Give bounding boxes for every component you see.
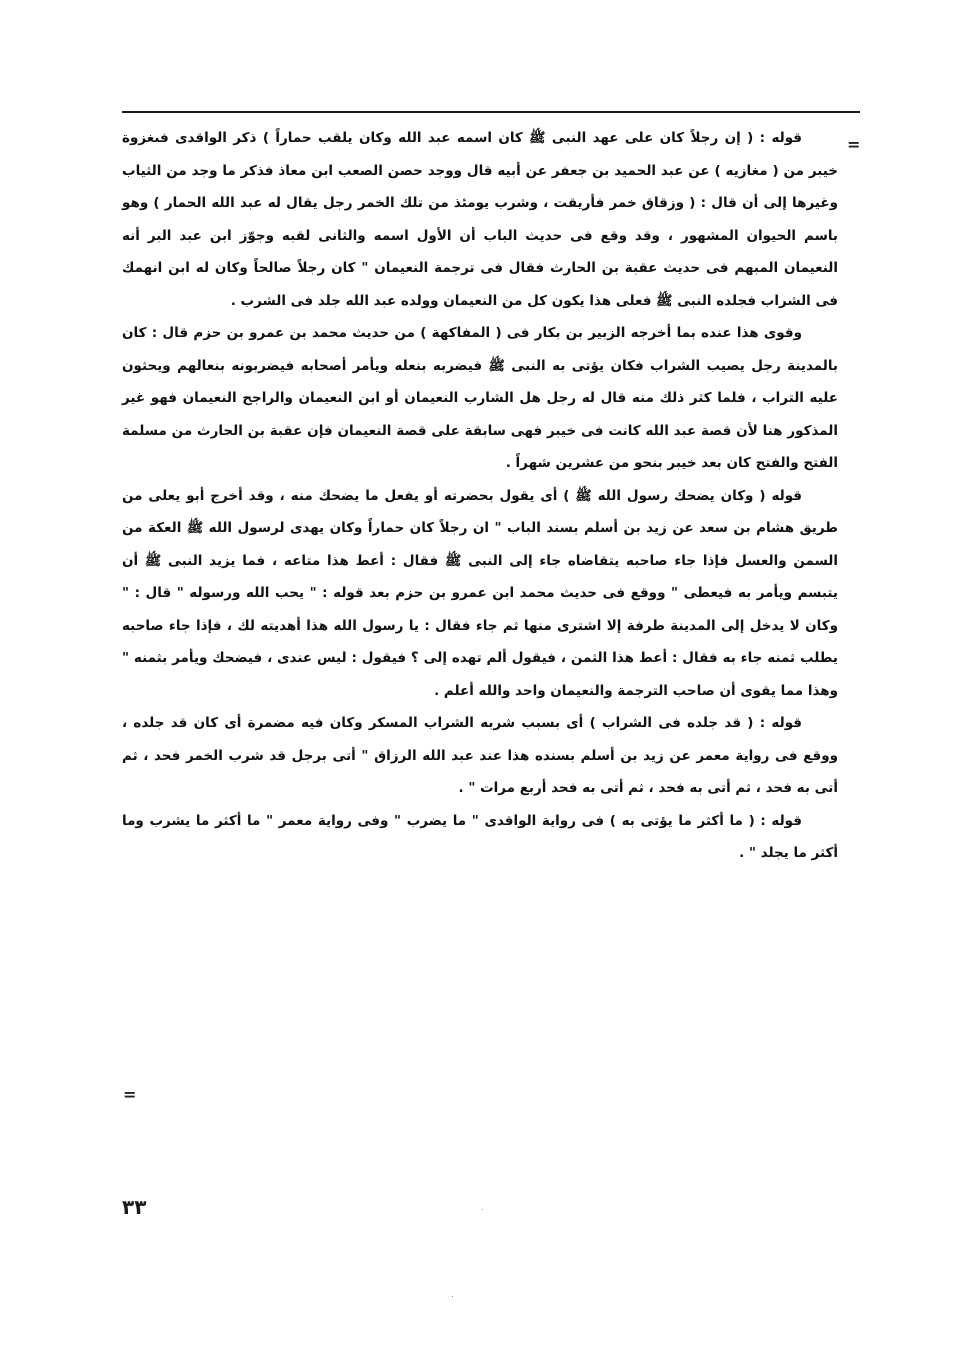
- paragraph-5: قوله : ( ما أكثر ما يؤتى به ) فى رواية الواقدى " ما يضرب " وفى رواية معمر " ما أكثر ما يشرب وما أكثر ما يجلد " .: [122, 812, 838, 861]
- page-number: ٣٣: [122, 1195, 147, 1219]
- continuation-marker-top: =: [847, 135, 861, 154]
- body-text: [122, 122, 838, 870]
- scan-speck: [452, 1296, 453, 1297]
- scan-speck: [482, 1209, 483, 1210]
- paragraph-4: قوله : ( قد جلده فى الشراب ) أى بسبب شربه الشراب المسكر وكان فيه مضمرة أى كان قد جلده ، ووقع فى رواية معمر عن زيد بن أسلم بسنده هذا عند عبد الله الرزاق " أتى برجل قد شرب الخمر فحد ، ثم أتى به فحد ، ثم أتى به فحد ، ثم أتى به فحد أربع مرات " .: [122, 715, 838, 796]
- header-rule: [122, 111, 860, 113]
- paragraph-3: قوله ( وكان يضحك رسول الله ﷺ ) أى يقول بحضرته أو يفعل ما يضحك منه ، وقد أخرج أبو يعلى من طريق هشام بن سعد عن زيد بن أسلم بسند الباب " ان رجلاً كان حماراً وكان يهدى لرسول الله ﷺ العكة من السمن والعسل فإذا جاء صاحبه يتقاضاه جاء إلى النبى ﷺ فقال : أعط هذا متاعه ، فما يزيد النبى ﷺ أن يتبسم ويأمر به فيعطى " ووقع فى حديث محمد ابن عمرو بن حزم بعد قوله : " يحب الله ورسوله " قال : " وكان لا يدخل إلى المدينة طرفة إلا اشترى منها ثم جاء فقال : يا رسول الله هذا أهديته لك ، فإذا جاء صاحبه يطلب ثمنه جاء به فقال : أعط هذا الثمن ، فيقول ألم تهده إلى ؟ فيقول : ليس عندى ، فيضحك ويأمر بثمنه " وهذا مما يقوى أن صاحب الترجمة والنعيمان واحد والله أعلم .: [122, 487, 838, 699]
- continuation-marker-bottom: =: [123, 1085, 137, 1104]
- paragraph-2: وقوى هذا عنده بما أخرجه الزبير بن بكار فى ( المفاكهة ) من حديث محمد بن عمرو بن حزم قال : كان بالمدينة رجل يصيب الشراب فكان يؤتى به النبى ﷺ فيضربه بنعله ويأمر أصحابه فيضربونه بنعالهم ويحثون عليه التراب ، فلما كثر ذلك منه قال له رجل هل الشارب النعيمان أو ابن النعيمان والراجح النعيمان فهو غير المذكور هنا لأن قصة عبد الله كانت فى خيبر فهى سابقة على قصة النعيمان فإن عقبة بن الحارث من مسلمة الفتح والفتح كان بعد خيبر بنحو من عشرين شهراً .: [122, 325, 838, 471]
- paragraph-1: قوله : ( إن رجلاً كان على عهد النبى ﷺ كان اسمه عبد الله وكان يلقب حماراً ) ذكر الواقدى فىغزوة خيبر من ( مغازيه ) عن عبد الحميد بن جعفر عن أبيه قال ووجد حصن الصعب ابن معاذ فذكر ما وجد من الثياب وغيرها إلى أن قال : ( وزقاق خمر فأريقت ، وشرب يومئذ من تلك الخمر رجل يقال له عبد الله الحمار ) وهو باسم الحيوان المشهور ، وقد وقع فى حديث الباب أن الأول اسمه والثانى لقبه وجوّز ابن عبد البر أنه النعيمان المبهم فى حديث عقبة بن الحارث فقال فى ترجمة النعيمان " كان رجلاً صالحاً وكان له ابن انهمك فى الشراب فجلده النبى ﷺ فعلى هذا يكون كل من النعيمان وولده عبد الله جلد فى الشرب .: [122, 130, 838, 309]
